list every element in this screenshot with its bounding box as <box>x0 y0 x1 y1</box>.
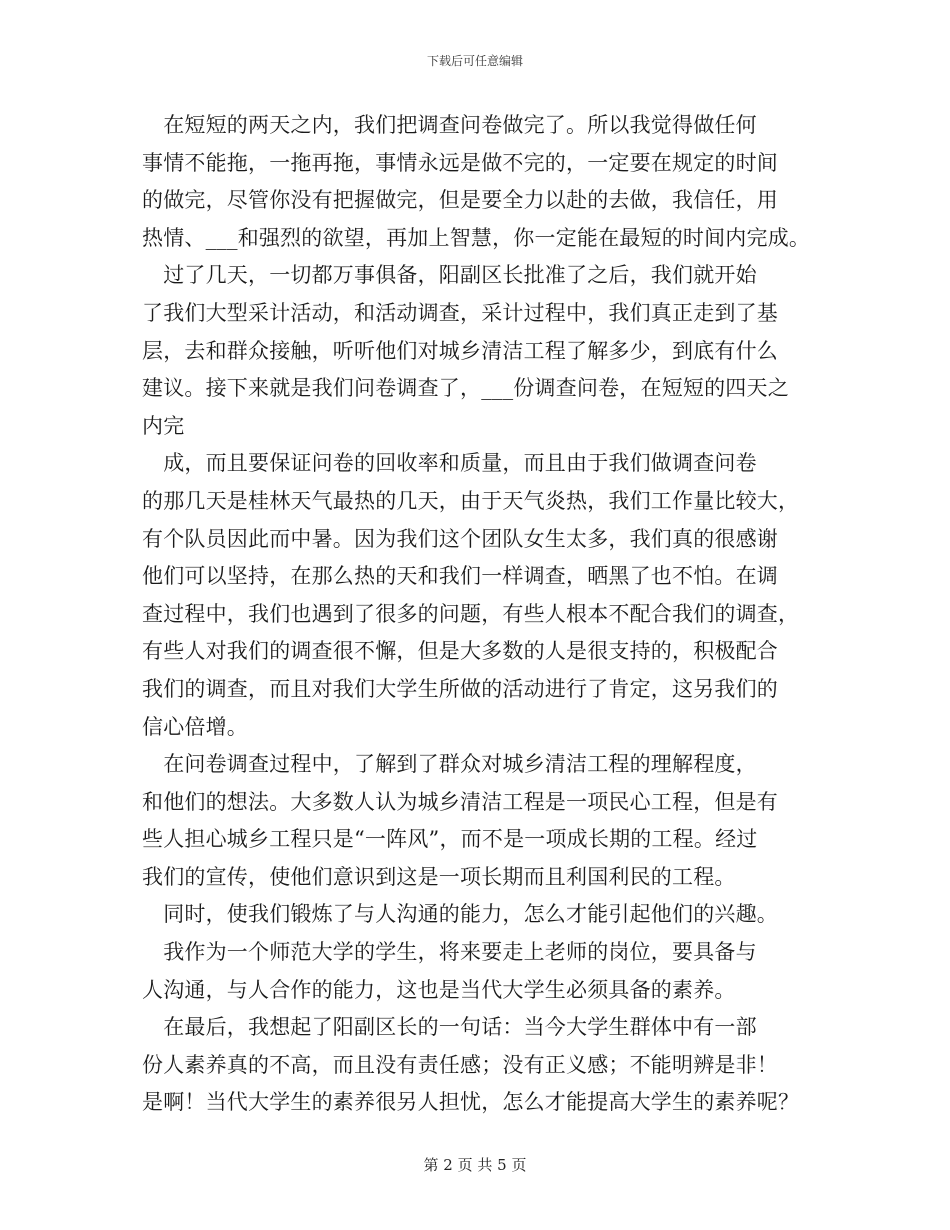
text-line: 份人素养真的不高，而且没有责任感；没有正义感；不能明辨是非！ <box>142 1052 778 1077</box>
text-line: 是啊！当代大学生的素养很另人担忧，怎么才能提高大学生的素养呢？ <box>142 1090 800 1115</box>
text-line: 些人担心城乡工程只是“一阵风”，而不是一项成长期的工程。经过 <box>142 827 758 852</box>
text-line: 信心倍增。 <box>142 714 248 739</box>
text-line: 过了几天，一切都万事俱备，阳副区长批准了之后，我们就开始 <box>142 263 757 288</box>
text-line: 查过程中，我们也遇到了很多的问题，有些人根本不配合我们的调查， <box>142 601 800 626</box>
page-number: 第 2 页 共 5 页 <box>423 1156 527 1174</box>
text-line: 成，而且要保证问卷的回收率和质量，而且由于我们做调查问卷 <box>142 451 757 476</box>
text-line: 和他们的想法。大多数人认为城乡清洁工程是一项民心工程，但是有 <box>142 789 778 814</box>
text-line: 在短短的两天之内，我们把调查问卷做完了。所以我觉得做任何 <box>142 113 757 137</box>
text-line: 事情不能拖，一拖再拖，事情永远是做不完的，一定要在规定的时间 <box>142 150 778 175</box>
text-line: 人沟通，与人合作的能力，这也是当代大学生必须具备的素养。 <box>142 977 736 1002</box>
text-line: 的那几天是桂林天气最热的几天，由于天气炎热，我们工作量比较大， <box>142 488 800 513</box>
text-line: 有个队员因此而中暑。因为我们这个团队女生太多，我们真的很感谢 <box>142 526 778 551</box>
document-body <box>142 107 822 1122</box>
text-line: 同时，使我们锻炼了与人沟通的能力，怎么才能引起他们的兴趣。 <box>142 902 778 927</box>
text-line: 他们可以坚持，在那么热的天和我们一样调查，晒黑了也不怕。在调 <box>142 564 778 589</box>
text-line: 建议。接下来就是我们问卷调查了，___份调查问卷，在短短的四天之 <box>142 376 789 401</box>
text-line: 我作为一个师范大学的学生，将来要走上老师的岗位，要具备与 <box>142 940 757 965</box>
text-line: 有些人对我们的调查很不懈，但是大多数的人是很支持的，积极配合 <box>142 639 778 664</box>
text-line: 的做完，尽管你没有把握做完，但是要全力以赴的去做，我信任，用 <box>142 188 778 213</box>
text-line: 热情、___和强烈的欲望，再加上智慧，你一定能在最短的时间内完成。 <box>142 225 811 250</box>
text-line: 了我们大型采计活动，和活动调查，采计过程中，我们真正走到了基 <box>142 300 778 325</box>
text-line: 层，去和群众接触，听听他们对城乡清洁工程了解多少，到底有什么 <box>142 338 778 363</box>
text-line: 在问卷调查过程中，了解到了群众对城乡清洁工程的理解程度， <box>142 752 757 777</box>
text-line: 我们的调查，而且对我们大学生所做的活动进行了肯定，这另我们的 <box>142 676 778 701</box>
text-line: 内完 <box>142 413 185 438</box>
text-line: 我们的宣传，使他们意识到这是一项长期而且利国利民的工程。 <box>142 864 736 889</box>
text-line: 在最后，我想起了阳副区长的一句话：当今大学生群体中有一部 <box>142 1015 757 1040</box>
page-header: 下载后可任意编辑 <box>426 54 523 68</box>
